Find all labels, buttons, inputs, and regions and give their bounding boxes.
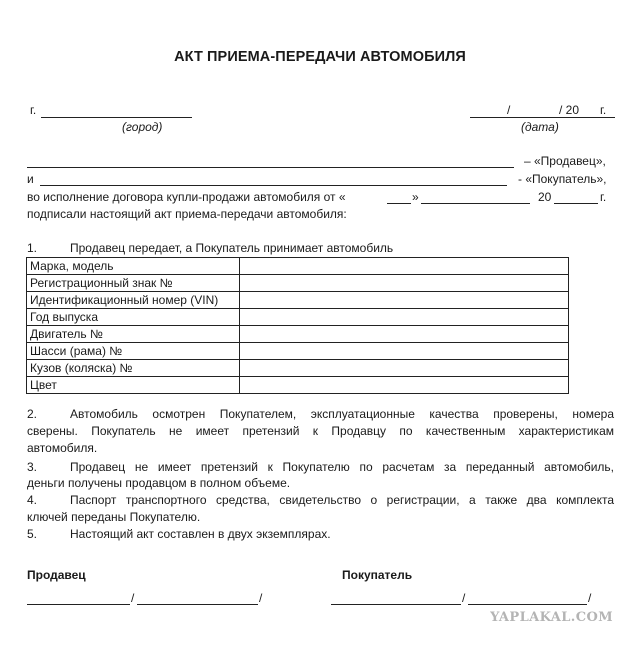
watermark: YAPLAKAL.COM	[490, 610, 613, 625]
vehicle-table	[26, 257, 569, 394]
date-separator-1: /	[507, 103, 511, 117]
city-field[interactable]	[41, 117, 192, 118]
item-1-text: Продавец передает, а Покупатель принимает автомобиль	[70, 241, 394, 255]
buyer-signature-field[interactable]	[331, 604, 461, 605]
city-caption: (город)	[122, 120, 163, 134]
row-value-field[interactable]	[240, 326, 569, 343]
item-1-number: 1.	[27, 241, 38, 255]
table-row	[27, 343, 569, 360]
item-2-number: 2.	[27, 407, 38, 421]
signed-line: подписали настоящий акт приема-передачи автомобиля:	[27, 207, 347, 221]
contract-month-field[interactable]	[421, 203, 530, 204]
table-row	[27, 258, 569, 275]
row-label: Кузов (коляска) №	[27, 360, 240, 377]
date-suffix: г.	[600, 103, 607, 117]
table-row	[27, 377, 569, 394]
row-label: Шасси (рама) №	[27, 343, 240, 360]
row-label: Регистрационный знак №	[27, 275, 240, 292]
item-4-line-1: Паспорт транспортного средства, свидетельство о регистрации, а также два комплекта	[70, 493, 614, 507]
buyer-name-field[interactable]	[40, 185, 507, 186]
document-title: АКТ ПРИЕМА-ПЕРЕДАЧИ АВТОМОБИЛЯ	[174, 49, 466, 65]
table-row	[27, 275, 569, 292]
buyer-prefix: и	[27, 172, 34, 186]
date-caption: (дата)	[521, 120, 559, 134]
buyer-name-decode-field[interactable]	[468, 604, 587, 605]
table-row	[27, 326, 569, 343]
seller-signature-slash-2: /	[259, 591, 263, 605]
row-value-field[interactable]	[240, 258, 569, 275]
row-value-field[interactable]	[240, 275, 569, 292]
row-label: Двигатель №	[27, 326, 240, 343]
table-row	[27, 292, 569, 309]
row-value-field[interactable]	[240, 360, 569, 377]
buyer-suffix: - «Покупатель»,	[518, 172, 607, 186]
item-4-line-2: ключей переданы Покупателю.	[27, 510, 201, 524]
item-3-number: 3.	[27, 460, 38, 474]
seller-suffix: – «Продавец»,	[524, 154, 606, 168]
contract-quote-close: »	[412, 190, 419, 204]
buyer-signature-slash-1: /	[462, 591, 466, 605]
row-label: Год выпуска	[27, 309, 240, 326]
contract-century: 20	[538, 190, 552, 204]
item-2-line-2: сверены. Покупатель не имеет претензий к Продавцу по качественным характеристикам	[27, 424, 614, 438]
seller-name-field[interactable]	[27, 167, 514, 168]
table-row	[27, 309, 569, 326]
row-value-field[interactable]	[240, 292, 569, 309]
buyer-signature-slash-2: /	[588, 591, 592, 605]
item-5-text: Настоящий акт составлен в двух экземплярах.	[70, 527, 331, 541]
contract-year-suffix: г.	[600, 190, 607, 204]
row-label: Марка, модель	[27, 258, 240, 275]
item-4-number: 4.	[27, 493, 38, 507]
seller-signature-slash-1: /	[131, 591, 135, 605]
row-label: Цвет	[27, 377, 240, 394]
row-value-field[interactable]	[240, 343, 569, 360]
contract-day-field[interactable]	[387, 203, 411, 204]
seller-signature-field[interactable]	[27, 604, 130, 605]
table-row	[27, 360, 569, 377]
item-3-line-1: Продавец не имеет претензий к Покупателю по расчетам за переданный автомобиль,	[70, 460, 614, 474]
row-value-field[interactable]	[240, 377, 569, 394]
seller-signature-label: Продавец	[27, 568, 86, 582]
city-prefix: г.	[30, 103, 37, 117]
item-2-line-1: Автомобиль осмотрен Покупателем, эксплуатационные качества проверены, номера	[70, 407, 614, 421]
contract-text: во исполнение договора купли-продажи автомобиля от «	[27, 190, 346, 204]
item-3-line-2: деньги получены продавцом в полном объеме.	[27, 476, 291, 490]
contract-year-field[interactable]	[554, 203, 598, 204]
seller-name-decode-field[interactable]	[137, 604, 258, 605]
buyer-signature-label: Покупатель	[342, 568, 413, 582]
item-5-number: 5.	[27, 527, 38, 541]
date-field[interactable]	[470, 117, 615, 118]
date-separator-2: / 20	[559, 103, 580, 117]
row-value-field[interactable]	[240, 309, 569, 326]
row-label: Идентификационный номер (VIN)	[27, 292, 240, 309]
item-2-line-3: автомобиля.	[27, 441, 98, 455]
